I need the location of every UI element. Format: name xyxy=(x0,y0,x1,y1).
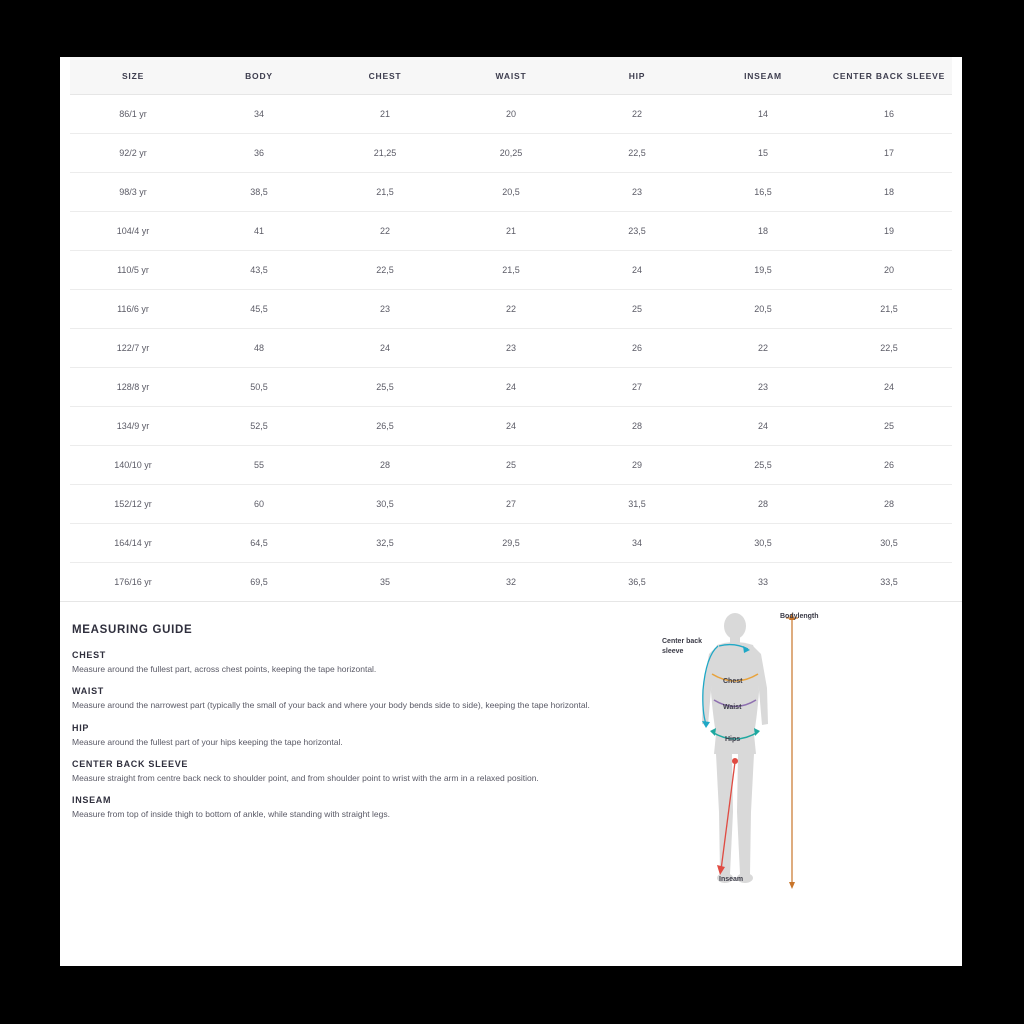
cell-waist: 20,5 xyxy=(448,173,574,212)
cell-body: 69,5 xyxy=(250,577,268,587)
label-center-back-sleeve-line1: Center back xyxy=(662,638,703,645)
cell-inseam: 14 xyxy=(700,95,826,134)
cell-hip: 22,5 xyxy=(574,134,700,173)
cell-body: 60 xyxy=(196,485,322,524)
size-chart-page xyxy=(60,57,962,966)
table-row xyxy=(70,329,952,368)
cell-chest: 28 xyxy=(322,446,448,485)
column-header-chest: CHEST xyxy=(322,57,448,95)
table-row xyxy=(70,173,952,212)
cell-waist: 32 xyxy=(505,577,516,587)
body-measurement-diagram xyxy=(662,612,852,897)
table-row xyxy=(70,407,952,446)
guide-heading-hip: HIP xyxy=(72,722,90,733)
cell-size: 152/12 yr xyxy=(70,485,196,524)
cell-chest: 22 xyxy=(322,212,448,251)
guide-text-chest: Measure around the fullest part, across chest points, keeping the tape horizontal. xyxy=(72,664,377,674)
table-row xyxy=(70,485,952,524)
cell-hip: 23,5 xyxy=(574,212,700,251)
label-bodylength: Bodylength xyxy=(780,613,819,620)
cell-body: 55 xyxy=(196,446,322,485)
cell-inseam: 28 xyxy=(700,485,826,524)
cell-hip: 34 xyxy=(574,524,700,563)
cell-center-back-sleeve: 21,5 xyxy=(826,290,952,329)
cell-waist: 20 xyxy=(448,95,574,134)
cell-body: 48 xyxy=(196,329,322,368)
measuring-guide-title: MEASURING GUIDE xyxy=(72,624,193,636)
label-center-back-sleeve-line2: sleeve xyxy=(662,648,684,655)
cell-waist: 23 xyxy=(448,329,574,368)
cell-body: 38,5 xyxy=(196,173,322,212)
guide-block-inseam xyxy=(72,795,632,820)
guide-heading-chest: CHEST xyxy=(72,650,107,660)
cell-inseam: 33 xyxy=(757,577,768,587)
cell-chest: 24 xyxy=(322,329,448,368)
cell-size: 122/7 yr xyxy=(70,329,196,368)
cell-chest: 21,25 xyxy=(322,134,448,173)
label-chest: Chest xyxy=(723,678,743,685)
column-header-body: BODY xyxy=(196,57,322,95)
column-header-inseam: INSEAM xyxy=(700,57,826,95)
cell-chest: 32,5 xyxy=(322,524,448,563)
cell-size: 92/2 yr xyxy=(70,134,196,173)
cell-inseam: 15 xyxy=(700,134,826,173)
table-row xyxy=(70,446,952,485)
cell-inseam: 18 xyxy=(700,212,826,251)
cell-hip: 27 xyxy=(574,368,700,407)
guide-heading-center-back-sleeve: CENTER BACK SLEEVE xyxy=(72,758,189,769)
cell-chest: 23 xyxy=(322,290,448,329)
table-header-row xyxy=(70,57,952,95)
cell-center-back-sleeve: 17 xyxy=(826,134,952,173)
cell-waist: 22 xyxy=(448,290,574,329)
cell-size: 116/6 yr xyxy=(70,290,196,329)
cell-inseam: 30,5 xyxy=(700,524,826,563)
guide-text-inseam: Measure from top of inside thigh to bottom of ankle, while standing with straight legs. xyxy=(72,809,390,820)
cell-waist: 25 xyxy=(448,446,574,485)
cell-hip: 36,5 xyxy=(628,577,646,587)
cell-chest: 30,5 xyxy=(322,485,448,524)
table-row xyxy=(70,134,952,173)
size-table-body xyxy=(70,95,952,602)
cell-body: 36 xyxy=(196,134,322,173)
cell-center-back-sleeve: 30,5 xyxy=(826,524,952,563)
body-figure-svg xyxy=(662,612,852,897)
label-hips: Hips xyxy=(725,736,741,743)
table-row xyxy=(70,290,952,329)
guide-block-hip xyxy=(72,723,632,748)
size-table-head xyxy=(70,57,952,95)
cell-waist: 27 xyxy=(448,485,574,524)
cell-hip: 28 xyxy=(574,407,700,446)
label-inseam: Inseam xyxy=(719,876,744,883)
cell-center-back-sleeve: 20 xyxy=(826,251,952,290)
table-row xyxy=(70,212,952,251)
cell-chest: 21 xyxy=(322,95,448,134)
cell-inseam: 22 xyxy=(700,329,826,368)
column-header-size: SIZE xyxy=(70,57,196,95)
column-header-hip: HIP xyxy=(574,57,700,95)
cell-hip: 31,5 xyxy=(574,485,700,524)
guide-block-center-back-sleeve xyxy=(72,759,632,784)
cell-center-back-sleeve: 18 xyxy=(826,173,952,212)
cell-waist: 21 xyxy=(448,212,574,251)
cell-hip: 29 xyxy=(574,446,700,485)
cell-chest: 25,5 xyxy=(322,368,448,407)
cell-center-back-sleeve: 33,5 xyxy=(880,577,898,587)
bodylength-measure-arrow xyxy=(786,613,798,889)
cell-body: 50,5 xyxy=(196,368,322,407)
cell-inseam: 19,5 xyxy=(700,251,826,290)
guide-text-hip: Measure around the fullest part of your hips keeping the tape horizontal. xyxy=(72,736,343,747)
cell-size: 128/8 yr xyxy=(70,368,196,407)
cell-center-back-sleeve: 28 xyxy=(826,485,952,524)
cell-body: 43,5 xyxy=(196,251,322,290)
cell-chest: 26,5 xyxy=(322,407,448,446)
cell-chest: 21,5 xyxy=(322,173,448,212)
table-row xyxy=(70,563,952,602)
measuring-guide-section xyxy=(60,602,962,892)
cell-hip: 23 xyxy=(574,173,700,212)
cell-chest: 35 xyxy=(379,577,390,587)
cell-size: 98/3 yr xyxy=(70,173,196,212)
guide-block-chest xyxy=(72,650,632,675)
guide-text-center-back-sleeve: Measure straight from centre back neck to shoulder point, and from shoulder point to wrist with the arm in a relaxed position. xyxy=(72,772,539,783)
cell-body: 52,5 xyxy=(196,407,322,446)
cell-waist: 24 xyxy=(448,368,574,407)
guide-text-waist: Measure around the narrowest part (typically the small of your back and where your body bends side to side), keeping the tape horizontal. xyxy=(72,700,590,711)
cell-center-back-sleeve: 16 xyxy=(826,95,952,134)
guide-heading-inseam: INSEAM xyxy=(72,795,112,806)
cell-waist: 29,5 xyxy=(448,524,574,563)
cell-size: 176/16 yr xyxy=(114,577,152,587)
cell-center-back-sleeve: 25 xyxy=(826,407,952,446)
cell-center-back-sleeve: 22,5 xyxy=(826,329,952,368)
cell-chest: 22,5 xyxy=(322,251,448,290)
cell-size: 86/1 yr xyxy=(70,95,196,134)
cell-size: 164/14 yr xyxy=(70,524,196,563)
cell-size: 134/9 yr xyxy=(70,407,196,446)
label-waist: Waist xyxy=(723,704,742,711)
cell-inseam: 20,5 xyxy=(700,290,826,329)
cell-center-back-sleeve: 26 xyxy=(826,446,952,485)
size-table-container xyxy=(60,57,962,602)
table-row xyxy=(70,251,952,290)
cell-size: 104/4 yr xyxy=(70,212,196,251)
cell-body: 34 xyxy=(196,95,322,134)
cell-center-back-sleeve: 19 xyxy=(826,212,952,251)
guide-heading-waist: WAIST xyxy=(72,686,104,697)
cell-waist: 24 xyxy=(448,407,574,446)
cell-size: 110/5 yr xyxy=(70,251,196,290)
cell-hip: 26 xyxy=(574,329,700,368)
cell-hip: 25 xyxy=(574,290,700,329)
cell-hip: 22 xyxy=(574,95,700,134)
cell-body: 64,5 xyxy=(196,524,322,563)
cell-inseam: 24 xyxy=(700,407,826,446)
cell-waist: 20,25 xyxy=(448,134,574,173)
table-row xyxy=(70,368,952,407)
cell-inseam: 16,5 xyxy=(700,173,826,212)
cell-center-back-sleeve: 24 xyxy=(826,368,952,407)
cell-size: 140/10 yr xyxy=(70,446,196,485)
cell-body: 45,5 xyxy=(196,290,322,329)
table-row xyxy=(70,95,952,134)
guide-block-waist xyxy=(72,686,632,711)
column-header-center-back-sleeve: CENTER BACK SLEEVE xyxy=(826,57,952,95)
size-table xyxy=(70,57,952,601)
table-row xyxy=(70,524,952,563)
cell-inseam: 23 xyxy=(700,368,826,407)
column-header-waist: WAIST xyxy=(448,57,574,95)
cell-hip: 24 xyxy=(574,251,700,290)
cell-inseam: 25,5 xyxy=(700,446,826,485)
cell-body: 41 xyxy=(196,212,322,251)
cell-waist: 21,5 xyxy=(448,251,574,290)
